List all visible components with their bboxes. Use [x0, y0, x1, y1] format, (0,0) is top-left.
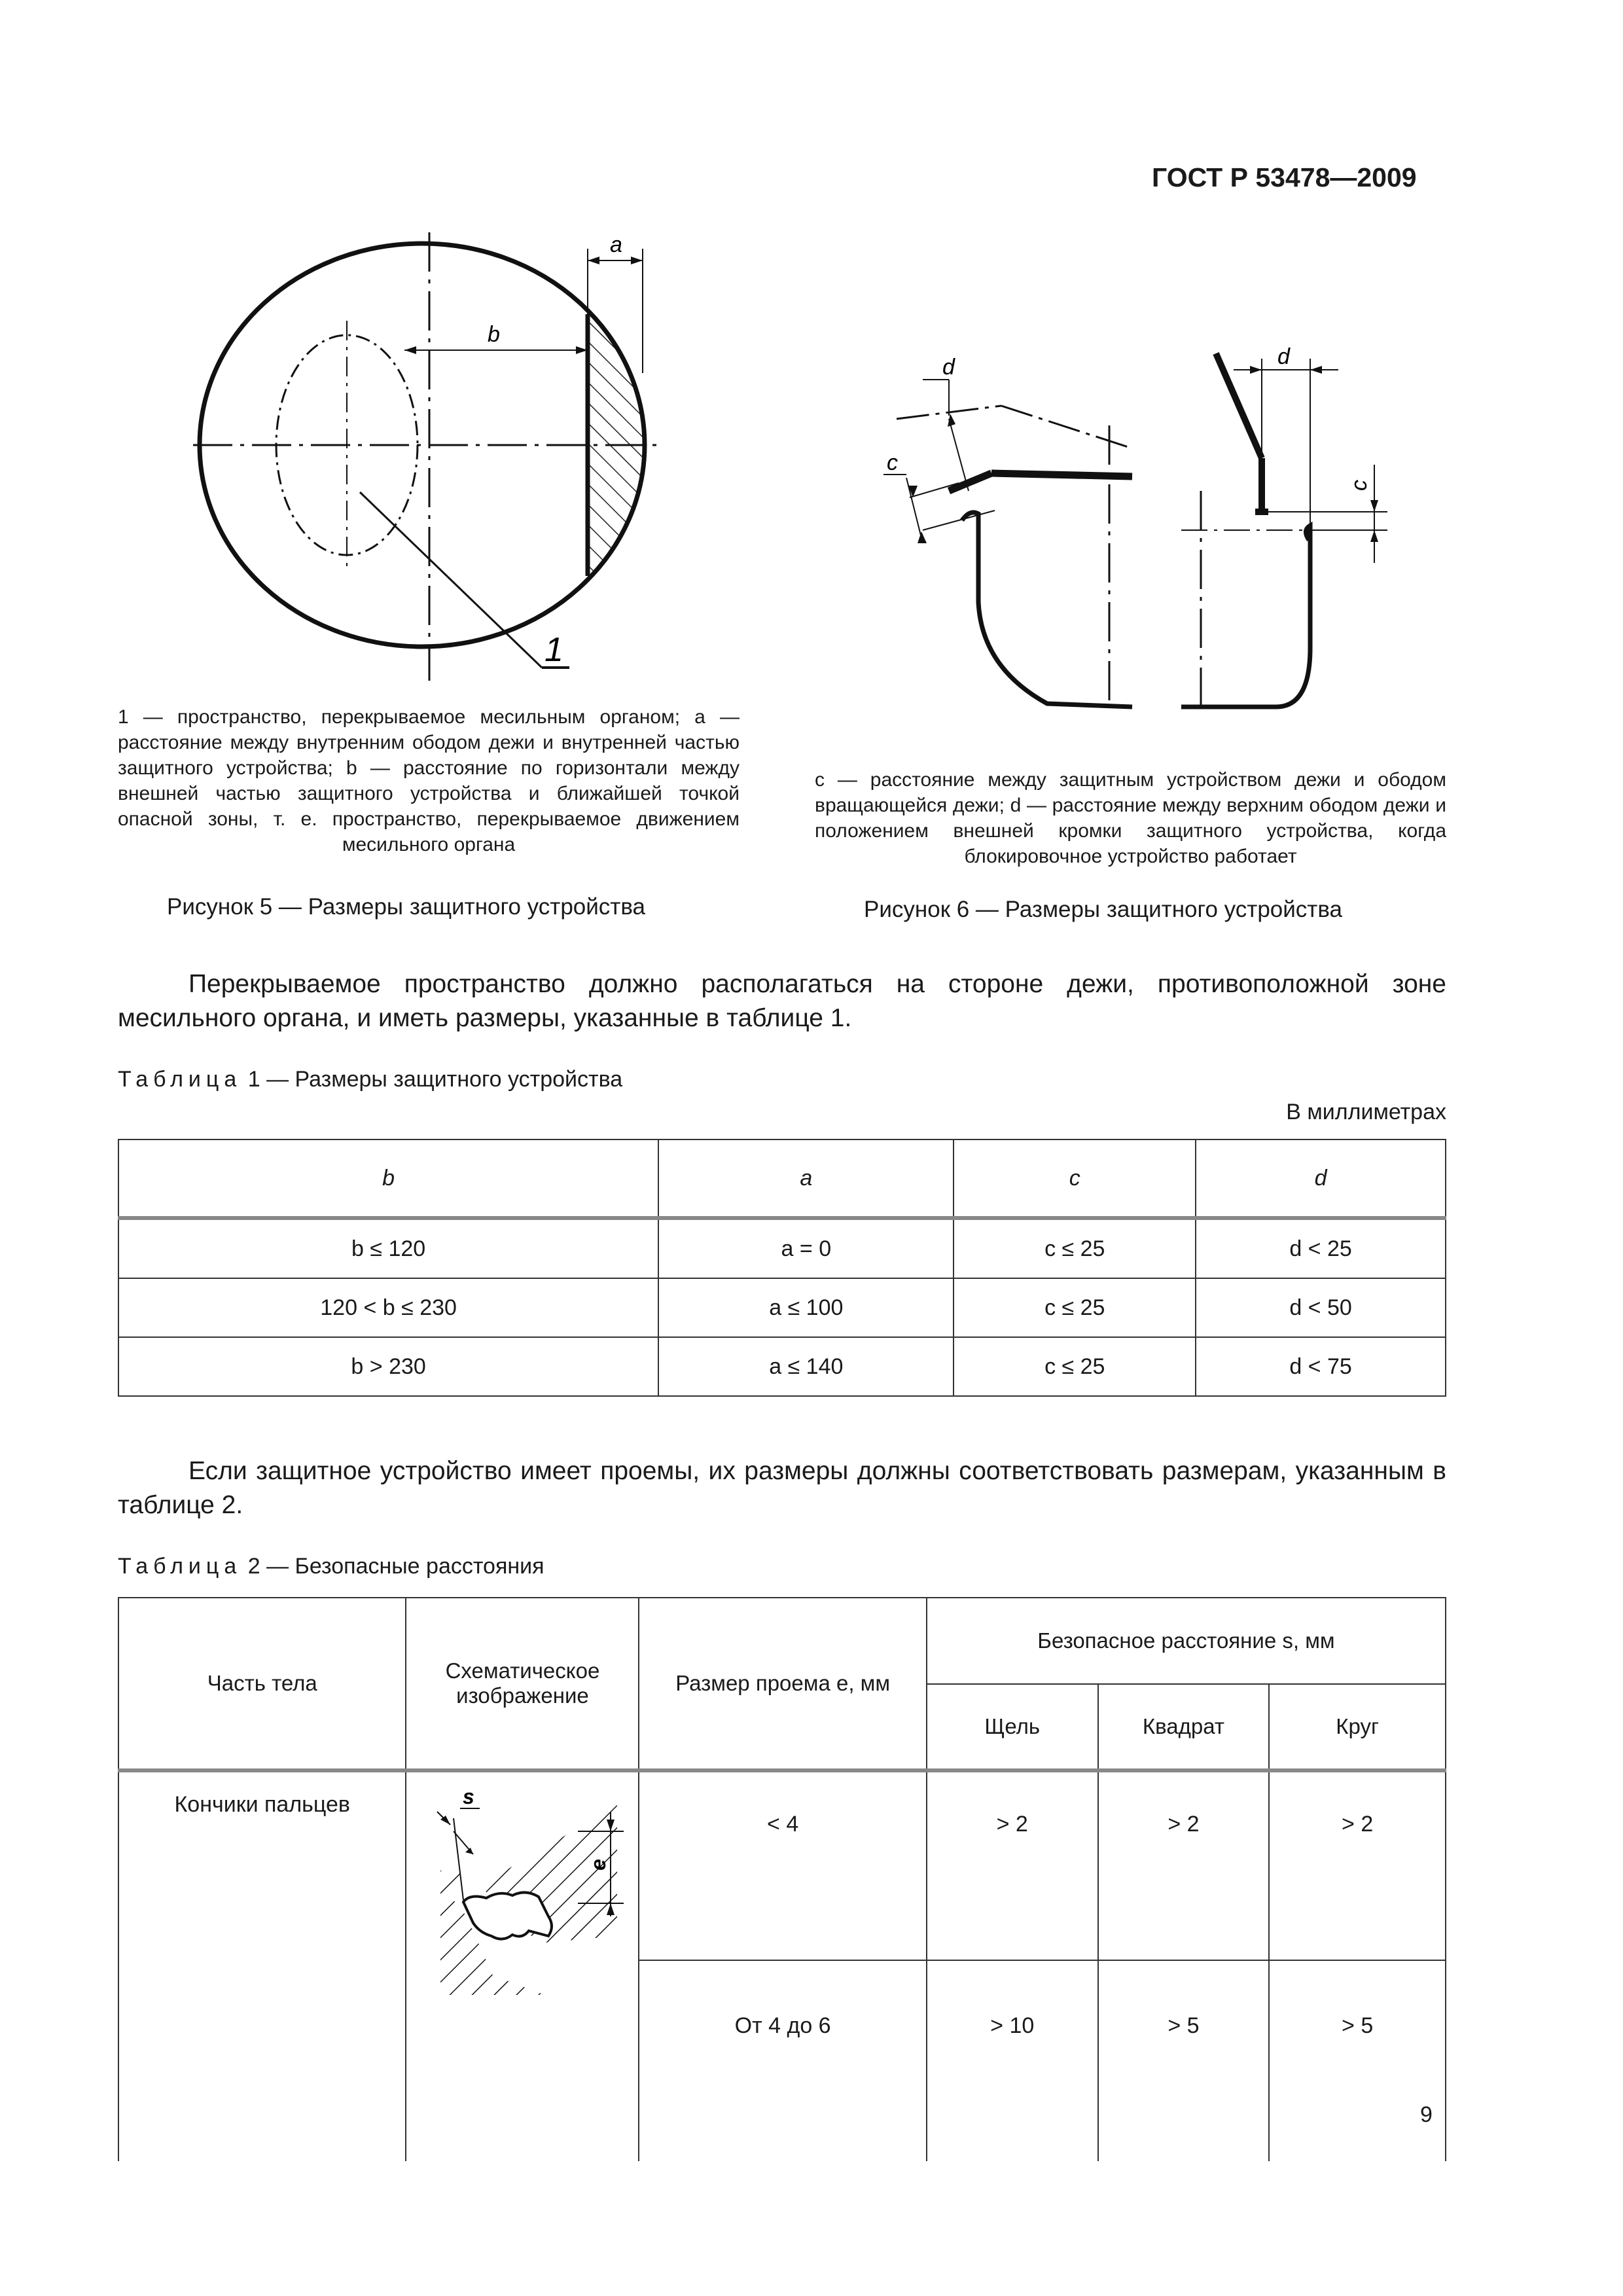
fig5-label-1: 1	[544, 631, 563, 669]
table-2-title	[118, 1554, 544, 1579]
schematic-label-e: e	[586, 1859, 611, 1871]
table-2-header-circle: Круг	[1269, 1684, 1446, 1770]
fingertip-schematic	[414, 1785, 630, 2001]
table-cell: c ≤ 25	[954, 1278, 1196, 1337]
paragraph-openings: Если защитное устройство имеет проемы, их размеры должны соответствовать размерам, указанным в таблице 2.	[118, 1457, 1446, 1519]
table-2-header-square: Квадрат	[1098, 1684, 1270, 1770]
table-cell: > 2	[1098, 1770, 1270, 1960]
table-1-title-prefix: Таблица	[118, 1067, 242, 1092]
table-2-header-body-part: Часть тела	[118, 1598, 406, 1770]
figure-6-title: Рисунок 6 — Размеры защитного устройства	[864, 897, 1343, 922]
table-2-header-safe-distance: Безопасное расстояние s, мм	[927, 1598, 1446, 1684]
table-2-header-opening: Размер проема e, мм	[639, 1598, 926, 1770]
fig6-label-d-left: d	[942, 355, 955, 380]
table-cell: b > 230	[118, 1337, 658, 1396]
table-1-title	[118, 1067, 622, 1092]
figure-6-drawing	[857, 340, 1433, 720]
table-1-header-b: b	[118, 1139, 658, 1218]
table-1	[118, 1139, 1446, 1397]
table-1-units: В миллиметрах	[1286, 1100, 1446, 1124]
fig6-label-d-right: d	[1277, 344, 1290, 369]
table-cell: a ≤ 100	[658, 1278, 954, 1337]
table-cell: d < 75	[1196, 1337, 1446, 1396]
table-1-header-c: c	[954, 1139, 1196, 1218]
document-id: ГОСТ Р 53478—2009	[1152, 162, 1417, 192]
table-2-header-slot: Щель	[927, 1684, 1098, 1770]
fig5-label-a: a	[610, 232, 622, 257]
table-cell: От 4 до 6	[639, 1960, 926, 2161]
table-cell: > 10	[927, 1960, 1098, 2161]
table-cell: d < 25	[1196, 1218, 1446, 1278]
table-row	[118, 1218, 1446, 1278]
figure-5-title: Рисунок 5 — Размеры защитного устройства	[167, 894, 646, 920]
fig6-label-c-left: c	[887, 450, 898, 475]
figure-6-caption: c — расстояние между защитным устройством дежи и ободом вращающейся дежи; d — расстояние между верхним ободом дежи и положением внешней кромки защитного устройства, когда блокировочное устройство работает	[815, 769, 1446, 867]
table-1-header-a: a	[658, 1139, 954, 1218]
table-2-header-schematic: Схематическое изображение	[406, 1598, 639, 1770]
table-cell: < 4	[639, 1770, 926, 1960]
table-row	[118, 1770, 1446, 1960]
table-cell: c ≤ 25	[954, 1337, 1196, 1396]
table-cell: a ≤ 140	[658, 1337, 954, 1396]
fig5-label-b: b	[488, 322, 500, 347]
table-cell: a = 0	[658, 1218, 954, 1278]
figure-5-drawing	[183, 223, 681, 694]
table-cell: > 2	[1269, 1770, 1446, 1960]
table-1-title-rest: 1 — Размеры защитного устройства	[241, 1067, 623, 1092]
table-cell: 120 < b ≤ 230	[118, 1278, 658, 1337]
table-cell: c ≤ 25	[954, 1218, 1196, 1278]
table-2-body-part-cell	[118, 1770, 406, 2161]
table-row	[118, 1278, 1446, 1337]
table-2-title-prefix: Таблица	[118, 1554, 242, 1579]
table-row	[118, 1337, 1446, 1396]
table-cell: b ≤ 120	[118, 1218, 658, 1278]
table-1-header-row	[118, 1139, 1446, 1218]
figure-5-caption: 1 — пространство, перекрываемое месильным органом; a — расстояние между внутренним ободом дежи и внутренней частью защитного устройства; b — расстояние по горизонтали между внешней частью защитного устройства и ближайшей точкой опасной зоны, т. е. пространство, перекрываемое движением месильного органа	[118, 706, 740, 855]
schematic-label-s: s	[463, 1785, 475, 1808]
table-cell: > 2	[927, 1770, 1098, 1960]
table-2-body-part: Кончики пальцев	[174, 1792, 350, 1817]
table-cell: d < 50	[1196, 1278, 1446, 1337]
table-2-title-rest: 2 — Безопасные расстояния	[241, 1554, 544, 1579]
table-cell: > 5	[1269, 1960, 1446, 2161]
paragraph-overlap-space: Перекрываемое пространство должно располагаться на стороне дежи, противоположной зоне месильного органа, и иметь размеры, указанные в таблице 1.	[118, 970, 1446, 1032]
table-cell: > 5	[1098, 1960, 1270, 2161]
table-2-schematic-cell	[406, 1770, 639, 2161]
fig6-label-c-right: c	[1347, 480, 1372, 491]
table-1-header-d: d	[1196, 1139, 1446, 1218]
page-number: 9	[1420, 2102, 1433, 2127]
table-2	[118, 1597, 1446, 2161]
